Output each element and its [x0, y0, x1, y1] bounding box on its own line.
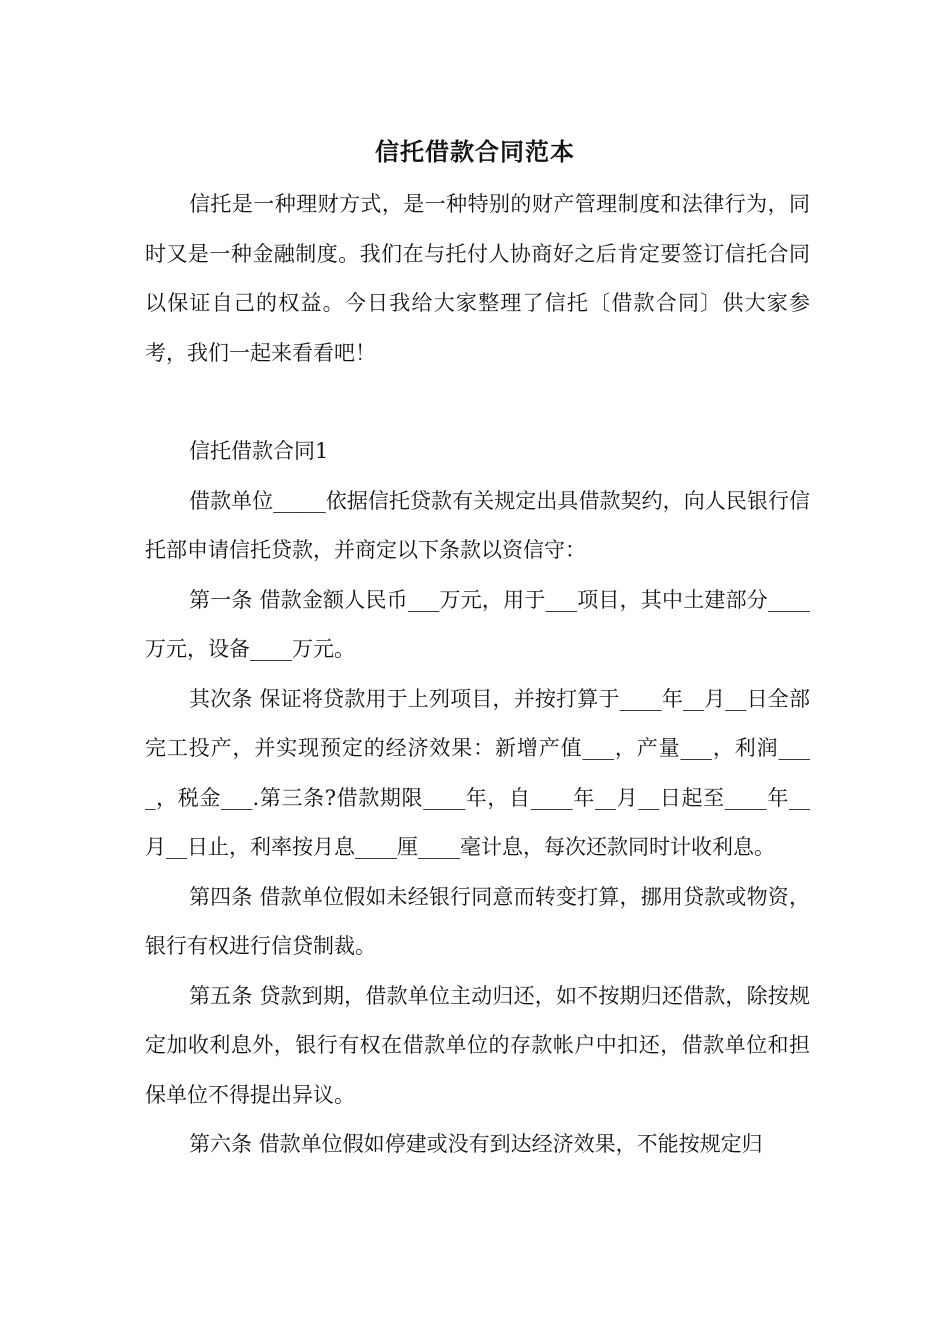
section-heading: 信托借款合同1: [189, 439, 329, 463]
contract-preamble: 借款单位_____依据信托贷款有关规定出具借款契约，向人民银行信托部申请信托贷款，并商定以下条款以资信守：: [145, 488, 810, 562]
paragraph-gap: [145, 378, 810, 427]
article-2: 其次条 保证将贷款用于上列项目，并按打算于____年__月__日全部完工投产，并实现预定的经济效果：新增产值___，产量___，利润____，税金___.第三条?借款期限____年，自____年__月__日起至____年__月__日止，利率按月息____厘____毫计息，每次还款同时计收利息。: [145, 686, 810, 859]
article-4: 第四条 借款单位假如未经银行同意而转变打算，挪用贷款或物资，银行有权进行信贷制裁。: [145, 884, 810, 958]
intro-paragraph: 信托是一种理财方式，是一种特别的财产管理制度和法律行为，同时又是一种金融制度。我们在与托付人协商好之后肯定要签订信托合同以保证自己的权益。今日我给大家整理了信托〔借款合同〕供大家参考，我们一起来看看吧！: [145, 192, 810, 365]
article-6: 第六条 借款单位假如停建或没有到达经济效果，不能按规定归: [189, 1132, 763, 1156]
article-1: 第一条 借款金额人民币___万元，用于___项目，其中土建部分____万元，设备____万元。: [145, 587, 810, 661]
document-body: [145, 180, 810, 1170]
article-5: 第五条 贷款到期，借款单位主动归还，如不按期归还借款，除按规定加收利息外，银行有权在借款单位的存款帐户中扣还，借款单位和担保单位不得提出异议。: [145, 983, 810, 1107]
document-title: 信托借款合同范本: [375, 137, 575, 166]
